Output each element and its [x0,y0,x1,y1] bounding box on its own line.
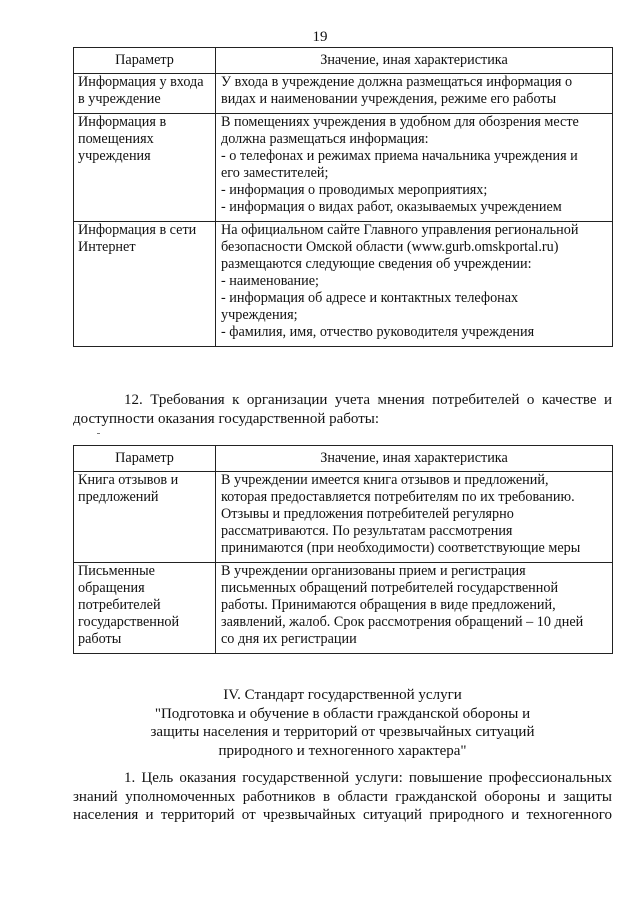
text-line: обращения [78,580,145,596]
param-cell [74,222,216,347]
param-cell [74,563,216,654]
text-line: его заместителей; [221,165,329,181]
table-row [74,472,613,563]
text-line: - наименование; [221,273,319,289]
text-line: Интернет [78,239,136,255]
text-line: в учреждение [78,91,161,107]
paragraph-line: доступности оказания государственной работы: [73,410,379,427]
text-line: На официальном сайте Главного управления региональной [221,222,579,238]
text-line: принимаются (при необходимости) соответствующие меры [221,540,581,556]
header-parameter: Параметр [74,446,216,472]
text-line: учреждения; [221,307,298,323]
feedback-table [73,445,613,654]
heading-line: защиты населения и территорий от чрезвычайных ситуаций [150,724,535,740]
text-line: В учреждении имеется книга отзывов и предложений, [221,472,549,488]
param-cell [74,74,216,114]
text-line: работы [78,631,122,647]
text-line: должна размещаться информация: [221,131,429,147]
text-line: - информация о проводимых мероприятиях; [221,182,488,198]
text-line: заявлений, жалоб. Срок рассмотрения обращений – 10 дней [221,614,584,630]
table-row [74,74,613,114]
text-line: Отзывы и предложения потребителей регулярно [221,506,514,522]
value-cell [216,74,613,114]
text-line: рассматриваются. По результатам рассмотрения [221,523,513,539]
table-row [74,222,613,347]
param-cell [74,472,216,563]
table-row [74,563,613,654]
text-line: Информация у входа [78,74,204,90]
table-row [74,114,613,222]
paragraph-line: 12. Требования к организации учета мнения потребителей о качестве и [124,392,612,408]
text-line: работы. Принимаются обращения в виде предложений, [221,597,556,613]
text-line: - о телефонах и режимах приема начальника учреждения и [221,148,578,164]
text-line: предложений [78,489,159,505]
text-line: видах и наименовании учреждения, режиме его работы [221,91,557,107]
section-heading [73,686,612,760]
header-parameter: Параметр [74,48,216,74]
paragraph-1 [73,769,612,825]
heading-line: "Подготовка и обучение в области гражданской обороны и [154,705,531,722]
text-line: помещениях [78,131,154,147]
value-cell [216,222,613,347]
info-table [73,47,613,347]
text-line: Информация в [78,114,167,130]
value-cell [216,114,613,222]
value-cell [216,472,613,563]
paragraph-12 [73,391,612,428]
param-cell [74,114,216,222]
scan-mark [97,433,100,434]
text-line: Книга отзывов и [78,472,179,488]
text-line: потребителей [78,597,161,613]
page-number: 19 [312,29,328,45]
text-line: письменных обращений потребителей государственной [221,580,559,596]
text-line: - информация об адресе и контактных телефонах [221,290,519,306]
value-cell [216,563,613,654]
table-header-row [74,48,613,74]
text-line: У входа в учреждение должна размещаться информация о [221,74,573,90]
text-line: со дня их регистрации [221,631,357,647]
table-header-row [74,446,613,472]
text-line: - фамилия, имя, отчество руководителя учреждения [221,324,535,340]
paragraph-line: 1. Цель оказания государственной услуги: повышение профессиональных [124,770,612,786]
text-line: государственной [78,614,180,630]
text-line: - информация о видах работ, оказываемых учреждением [221,199,562,215]
text-line: В помещениях учреждения в удобном для обозрения месте [221,114,579,130]
text-line: учреждения [78,148,151,164]
text-line: В учреждении организованы прием и регистрация [221,563,526,579]
heading-line: природного и техногенного характера" [218,742,467,759]
text-line: которая предоставляется потребителям по их требованию. [221,489,575,505]
text-line: Письменные [78,563,155,579]
text-line: размещаются следующие сведения об учреждении: [221,256,532,272]
text-line: Информация в сети [78,222,197,238]
header-value: Значение, иная характеристика [216,446,613,472]
header-value: Значение, иная характеристика [216,48,613,74]
paragraph-line: населения и территорий от чрезвычайных ситуаций природного и техногенного [73,807,612,823]
paragraph-line: знаний уполномоченных работников в области гражданской обороны и защиты [73,788,612,805]
text-line: безопасности Омской области (www.gurb.omskportal.ru) [221,239,559,255]
heading-line: IV. Стандарт государственной услуги [223,687,462,703]
